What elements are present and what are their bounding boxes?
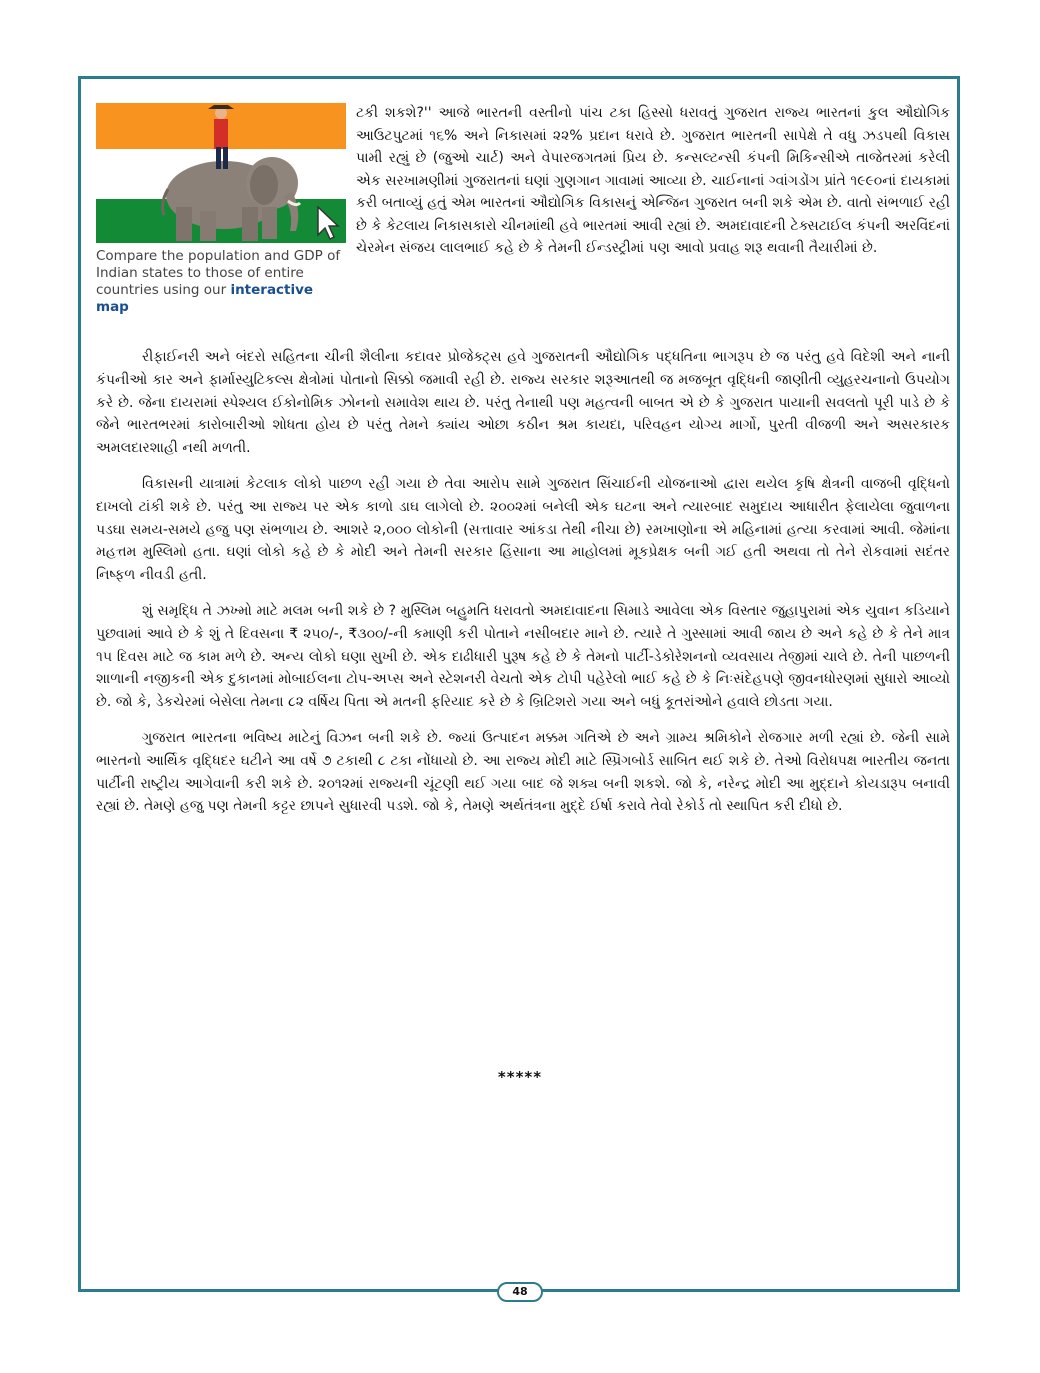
paragraph: વિકાસની યાત્રામાં કેટલાક લોકો પાછળ રહી ગયા છે તેવા આરોપ સામે ગુજરાત સિંચાઈની યોજનાઓ દ્વારા થયેલ કૃષિ ક્ષેત્રની વાજબી વૃદ્ધિનો દાખલો ટાંકી શકે છે. પરંતુ આ રાજ્ય પર એક કાળો ડાઘ લાગેલો છે. ૨૦૦૨માં બનેલી એક ઘટના અને ત્યારબાદ સમુદાય આધારીત ફેલાયેલા જુવાળના પડઘા સમય-સમયે હજુ પણ સંભળાય છે. આશરે ૨,૦૦૦ લોકોની (સત્તાવાર આંકડા તેથી નીચા છે) રમખાણોના એ મહિનામાં હત્યા કરવામાં આવી. જેમાંના મહત્તમ મુસ્લિમો હતા. ઘણાં લોકો કહે છે કે મોદી અને તેમની સરકાર હિંસાના આ માહોલમાં મૂકપ્રેક્ષક બની ગઈ હતી અથવા તો તેને રોકવામાં સદંતર નિષ્ફળ નીવડી હતી. bbox=[96, 475, 950, 584]
flag-image bbox=[96, 103, 346, 243]
page-number: 48 bbox=[497, 1282, 543, 1302]
figure bbox=[96, 103, 346, 316]
intro-paragraph: ટકી શકશે?'' આજે ભારતની વસ્તીનો પાંચ ટકા હિસ્સો ધરાવતું ગુજરાત રાજ્ય ભારતનાં કુલ ઔદ્યોગિક આઉટપુટમાં ૧૬% અને નિકાસમાં ૨૨% પ્રદાન ધરાવે છે. ગુજરાત ભારતની સાપેક્ષે તે વધુ ઝડપથી વિકાસ પામી રહ્યું છે (જુઓ ચાર્ટ) અને વેપારજગતમાં પ્રિય છે. કન્સલ્ટન્સી કંપની મિકિન્સીએ તાજેતરમાં કરેલી એક સરખામણીમાં ગુજરાતનાં ઘણાં ગુણગાન ગાવામાં આવ્યા છે. ચાઈનાનાં ગ્વાંગડોંગ પ્રાંતે ૧૯૯૦નાં દાયકામાં કરી બતાવ્યું હતું એમ ભારતનાં ઔદ્યોગિક વિકાસનું એન્જિન ગુજરાત બની શકે એમ છે. વાતો સંભળાઈ રહી છે કે કેટલાય નિકાસકારો ચીનમાંથી હવે ભારતમાં આવી રહ્યાં છે. અમદાવાદની ટેક્સટાઈલ કંપની અરવિંદનાં ચેરમેન સંજય લાલભાઈ કહે છે કે તેમની ઈન્ડસ્ટ્રીમાં પણ આવો પ્રવાહ શરૂ થવાની તૈયારીમાં છે. bbox=[356, 105, 950, 256]
figure-caption bbox=[96, 248, 346, 316]
interactive-map-link[interactable]: interactive map bbox=[96, 282, 314, 315]
paragraph: રીફાઈનરી અને બંદરો સહિતના ચીની શૈલીના કદાવર પ્રોજેક્ટ્સ હવે ગુજરાતની ઔદ્યોગિક પદ્ધતિના ભાગરૂપ છે જ પરંતુ હવે વિદેશી અને નાની કંપનીઓ કાર અને ફાર્માસ્યુટિકલ્સ ક્ષેત્રોમાં પોતાનો સિક્કો જમાવી રહી છે. રાજ્ય સરકાર શરૂઆતથી જ મજબૂત વૃદ્ધિની જાણીતી વ્યુહરચનાનો ઉપયોગ કરે છે. જેના દાયરામાં સ્પેશ્યલ ઈકોનોમિક ઝોનનો સમાવેશ થાય છે. પરંતુ તેનાથી પણ મહત્વની બાબત એ છે કે ગુજરાત પાયાની સવલતો પૂરી પાડે છે કે જેને ભારતભરમાં કારોબારીઓ શોધતા હોય છે પરંતુ તેમને ક્યાંય ઓછા કઠીન શ્રમ કાયદા, પરિવહન યોગ્ય માર્ગો, પુરતી વીજળી અને અસરકારક અમલદારશાહી નથી મળતી. bbox=[96, 349, 950, 457]
article-body bbox=[96, 346, 950, 831]
section-separator: ***** bbox=[497, 1068, 543, 1086]
caption-text: Compare the population and GDP of Indian states to those of entire countries using our bbox=[96, 248, 341, 298]
paragraph: ગુજરાત ભારતના ભવિષ્ય માટેનું વિઝન બની શકે છે. જ્યાં ઉત્પાદન મક્કમ ગતિએ છે અને ગ્રામ્ય શ્રમિકોને રોજગાર મળી રહ્યાં છે. જેની સામે ભારતનો આર્થિક વૃદ્ધિદર ઘટીને આ વર્ષે ૭ ટકાથી ૮ ટકા નોંધાયો છે. આ રાજ્ય મોદી માટે સ્પ્રિંગબોર્ડ સાબિત થઈ શકે છે. તેઓ વિરોધપક્ષ ભારતીય જનતા પાર્ટીની રાષ્ટ્રીય આગેવાની કરી શકે છે. ૨૦૧૨માં રાજ્યની ચૂંટણી થઈ ગયા બાદ જે શક્ય બની શકશે. જો કે, નરેન્દ્ર મોદી આ મુદ્દાને કોયડારૂપ બનાવી રહ્યાં છે. તેમણે હજુ પણ તેમની કટ્ટર છાપને સુધારવી પડશે. જો કે, તેમણે અર્થતંત્રના મુદ્દે ઈર્ષા કરાવે તેવો રેકોર્ડ તો સ્થાપિત કરી દીધો છે. bbox=[96, 729, 950, 815]
paragraph: શું સમૃદ્ધિ તે ઝખ્મો માટે મલમ બની શકે છે ? મુસ્લિમ બહુમતિ ધરાવતો અમદાવાદના સિમાડે આવેલા એક વિસ્તાર જુહાપુરામાં એક યુવાન કડિયાને પુછવામાં આવે છે કે શું તે દિવસના ₹ ૨૫૦/-, ₹૩૦૦/-ની કમાણી કરી પોતાને નસીબદાર માને છે. ત્યારે તે ગુસ્સામાં આવી જાય છે અને કહે છે કે તેને માત્ર ૧૫ દિવસ માટે જ કામ મળે છે. અન્ય લોકો ઘણા સુખી છે. એક દાઢીધારી પુરૂષ કહે છે કે તેમનો પાર્ટી-ડેકોરેશનનો વ્યવસાય તેજીમાં ચાલે છે. તેની પાછળની શાળાની નજીકની એક દુકાનમાં મોબાઈલના ટોપ-અપ્સ અને સ્ટેશનરી વેચતો એક ટોપી પહેરેલો ભાઈ કહે છે કે નિઃસંદેહપણે જીવનધોરણમાં સુધારો આવ્યો છે. જો કે, ડેકચેરમાં બેસેલા તેમના ૮૨ વર્ષિય પિતા એ મતની ફરિયાદ કરે છે કે બ્રિટિશરો ગયા અને બધું કૂતરાંઓને હવાલે છોડતા ગયા. bbox=[96, 602, 950, 711]
elephant-rider-illustration bbox=[96, 103, 346, 243]
